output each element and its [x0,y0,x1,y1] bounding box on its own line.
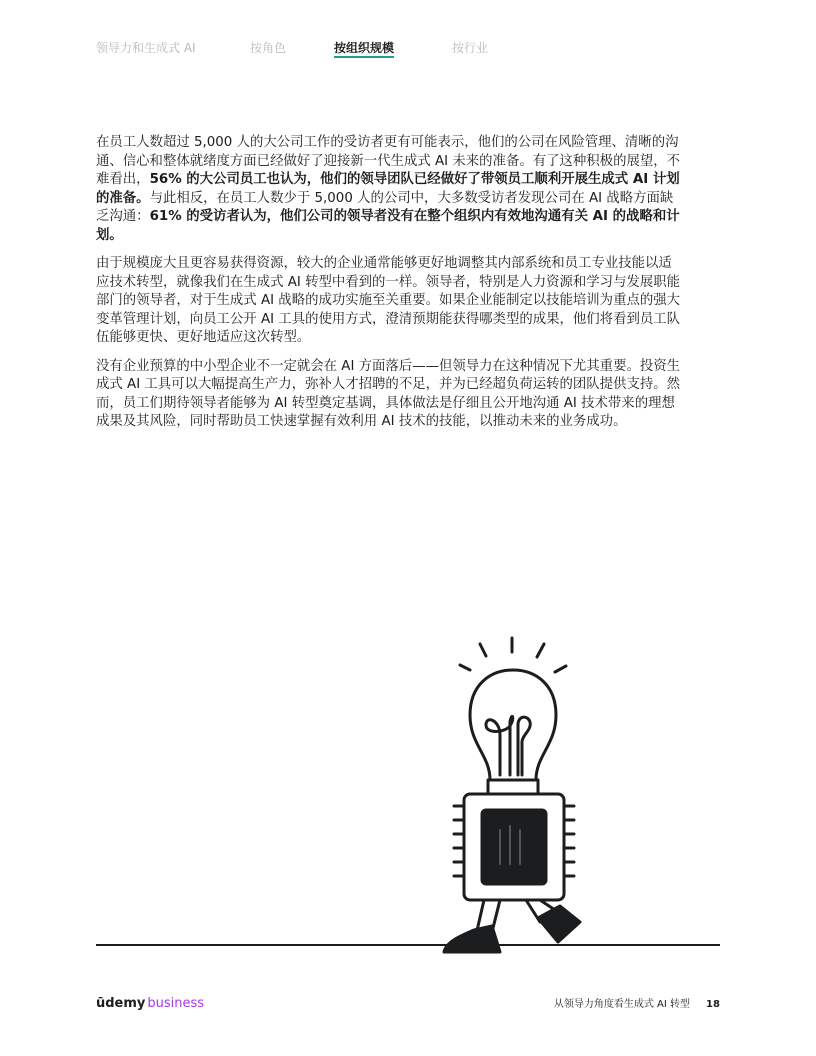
footer-document-title: 从领导力角度看生成式 AI 转型 [553,999,690,1010]
logo-business-wordmark: business [147,996,205,1011]
tab-leadership-genai[interactable]: 领导力和生成式 AI [96,41,196,55]
active-tab-underline [334,56,394,58]
tab-by-role[interactable]: 按角色 [250,41,287,55]
udemy-business-logo [96,996,204,1012]
tab-by-industry[interactable]: 按行业 [452,41,489,55]
tab-by-org-size-label: 按组织规模 [334,41,395,55]
paragraph-1-text-b: 与此相反，在员工人数少于 5,000 人的公司中，大多数受访者发现公司在 AI 战略方面缺乏沟通： [96,190,674,224]
page-number: 18 [706,999,720,1010]
paragraph-1-text-a: 在员工人数超过 5,000 人的大公司工作的受访者更有可能表示，他们的公司在风险管理、清晰的沟通、信心和整体就绪度方面已经做好了迎接新一代生成式 AI 未来的准备。有了这种积极的展望，不难看出， [96,135,681,187]
paragraph-2: 由于规模庞大且更容易获得资源，较大的企业通常能够更好地调整其内部系统和员工专业技能以适应技术转型，就像我们在生成式 AI 转型中看到的一样。领导者，特别是人力资源和学习与发展职能部门的领导者，对于生成式 AI 战略的成功实施至关重要。如果企业能制定以技能培训为重点的强大变革管理计划，向员工公开 AI 工具的使用方式，澄清预期能获得哪类型的成果，他们将看到员工队伍能够更快、更好地适应这次转型。 [96,256,681,345]
paragraph-1-highlight-b: 61% 的受访者认为，他们公司的领导者没有在整个组织内有效地沟通有关 AI 的战略和计划。 [96,209,680,243]
main-content [96,134,684,442]
lightbulb-chip-walking-illustration [430,630,600,960]
paragraph-1-highlight-a: 56% 的大公司员工也认为，他们的领导团队已经做好了带领员工顺利开展生成式 AI 计划的准备。 [96,172,680,206]
paragraph-1 [96,134,684,245]
ground-divider [96,944,720,946]
tab-by-org-size[interactable] [334,40,394,56]
logo-udemy-wordmark: ūdemy [96,996,146,1011]
paragraph-3: 没有企业预算的中小型企业不一定就会在 AI 方面落后——但领导力在这种情况下尤其重要。投资生成式 AI 工具可以大幅提高生产力，弥补人才招聘的不足，并为已经超负荷运转的团队提供支持。然而，员工们期待领导者能够为 AI 转型奠定基调，具体做法是仔细且公开地沟通 AI 技术带来的理想成果及其风险，同时帮助员工快速掌握有效利用 AI 技术的技能，以推动未来的业务成功。 [96,358,681,429]
